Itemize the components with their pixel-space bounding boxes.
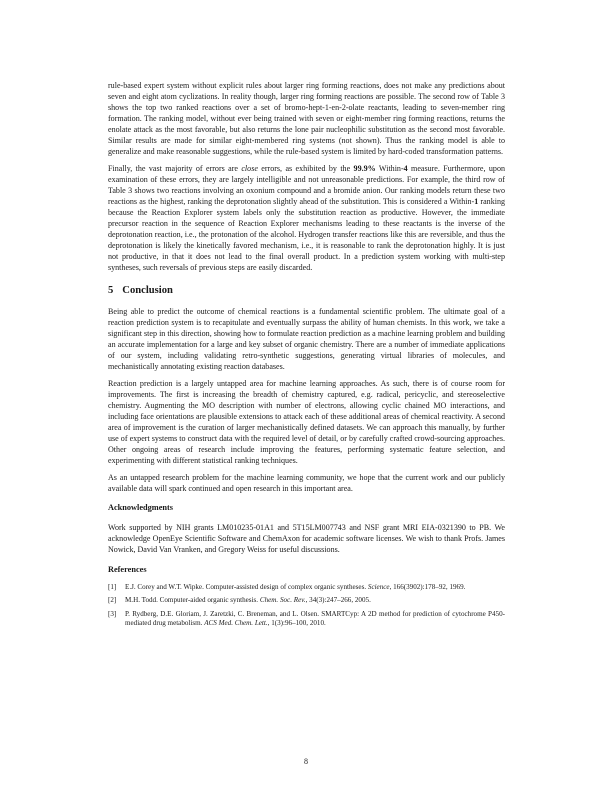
conclusion-paragraph-2: Reaction prediction is a largely untapped area for machine learning approaches. As such, there is of course room for improvements. The first is increasing the breadth of chemistry captured, e.g. radical, pericyclic, and stereoselective chemistry. Augmenting the MO description with number of electrons, allowing cyclic chained MO interactions, and including face orientations are plausible extensions to attack each of these additional areas of chemical reactivity. A second area of improvement is the curation of larger mechanistically defined datasets. We can approach this manually, by further use of expert systems to construct data with the required level of detail, or by carefully crafted crowd-sourcing approaches. Other ongoing areas of research include improving the features, performing systematic feature selection, and experimenting with different statistical ranking techniques. [108, 378, 505, 466]
italic-text: close [241, 163, 258, 173]
text-run: , 166(3902):178–92, 1969. [389, 583, 466, 592]
reference-item [108, 596, 505, 606]
text-run: rule-based expert system without explicit rules about larger ring forming reactions, does not make any predictions about seven and eight atom cyclizations. In reality though, larger ring forming reactions are possible. The second row of Table 3 shows the top two ranked reactions over a set of bromo-hept-1-en-2-olate reactants, leading to seven-member ring formation. The ranking model, without ever being trained with seven or eight-member ring forming reactions, returns the enolate attack as the most favorable, but also returns the lone pair nucleophilic substitution as the second most favorable. Similar results are made for similar eight-membered ring systems (not shown). Thus the ranking model is able to generalize and make reasonable suggestions, while the rule-based system is limited by hard-coded transformation patterns. [108, 81, 505, 157]
paragraph-ring-formation [108, 80, 505, 157]
text-run: Within- [375, 163, 404, 173]
section-heading-conclusion [108, 285, 505, 296]
reference-list [108, 583, 505, 629]
references-heading: References [108, 564, 147, 574]
reference-text [125, 610, 505, 629]
bold-text: 1 [474, 197, 479, 207]
reference-item [108, 610, 505, 629]
body-text-top [108, 80, 505, 273]
page-number: 8 [304, 757, 308, 766]
text-run: Finally, the vast majority of errors are [108, 163, 242, 173]
bold-text: 4 [403, 163, 408, 173]
acknowledgments-heading: Acknowledgments [108, 503, 173, 513]
reference-number: [1] [108, 583, 117, 592]
italic-text: ACS Med. Chem. Lett. [204, 619, 268, 628]
text-run: , 1(3):96–100, 2010. [267, 619, 326, 628]
text-run: ranking because the Reaction Explorer system labels only the substitution reaction as productive. However, the immediate precursor reaction in the sequence of Reaction Explorer mechanisms leading to these reactants is the inverse of the deprotonation reaction, i.e., the protonation of the alcohol. Hydrogen transfer reactions like this are reversible, and thus the deprotonation is likely the kinetically favored mechanism, i.e., it is reasonable to rank the deprotonation highly. It is just not productive, in that it does not lead to the final overall product. In a prediction system working with multi-step syntheses, such reversals of previous steps are easily discarded. [108, 197, 506, 273]
text-run: measure. Furthermore, upon examination of these errors, they are largely intelligible and not unreasonable predictions. For example, the third row of Table 3 shows two reactions involving an oxonium compound and a bromide anion. Our ranking models return these two reactions as the highest, ranking the deprotonation slightly ahead of the substitution. This is considered a Within- [108, 163, 505, 207]
text-run: P. Rydberg, D.E. Gloriam, J. Zaretzki, C. Breneman, and L. Olsen. SMARTCyp: A 2D method for prediction of cytochrome P450-mediated drug metabolism. [125, 609, 505, 628]
reference-item [108, 583, 505, 593]
reference-text [125, 596, 505, 606]
text-run: errors, as exhibited by the [257, 163, 354, 173]
conclusion-paragraph-1: Being able to predict the outcome of chemical reactions is a fundamental scientific problem. The ultimate goal of a reaction prediction system is to recapitulate and eventually surpass the ability of human chemists. In this work, we take a significant step in this direction, showing how to formulate reaction prediction as a machine learning problem and building an accurate implementation for a large and key subset of organic chemistry. There are a number of immediate applications of our system, including validating retro-synthetic suggestions, generating virtual libraries of molecules, and mechanistically annotating existing reaction databases. [108, 306, 505, 372]
reference-number: [2] [108, 596, 117, 605]
paragraph-close-errors [108, 163, 505, 273]
conclusion-body [108, 306, 505, 494]
section-number: 5 [108, 285, 114, 297]
text-run: , 34(3):247–266, 2005. [305, 596, 371, 605]
acknowledgments-text: Work supported by NIH grants LM010235-01A1 and 5T15LM007743 and NSF grant MRI EIA-0321390 to PB. We acknowledge OpenEye Scientific Software and ChemAxon for academic software licenses. We wish to thank Profs. James Nowick, David Van Vranken, and Gregory Weiss for useful discussions. [108, 522, 505, 555]
reference-text [125, 583, 505, 593]
reference-number: [3] [108, 609, 117, 618]
text-run: E.J. Corey and W.T. Wipke. Computer-assisted design of complex organic syntheses. [125, 583, 368, 592]
paper-page [108, 80, 505, 632]
conclusion-paragraph-3: As an untapped research problem for the machine learning community, we hope that the current work and our publicly available data will spark continued and open research in this important area. [108, 472, 505, 493]
bold-text: 99.9% [353, 163, 376, 173]
italic-text: Chem. Soc. Rev. [259, 596, 306, 605]
section-title: Conclusion [122, 285, 173, 297]
text-run: M.H. Todd. Computer-aided organic synthesis. [125, 596, 260, 605]
italic-text: Science [367, 583, 390, 592]
